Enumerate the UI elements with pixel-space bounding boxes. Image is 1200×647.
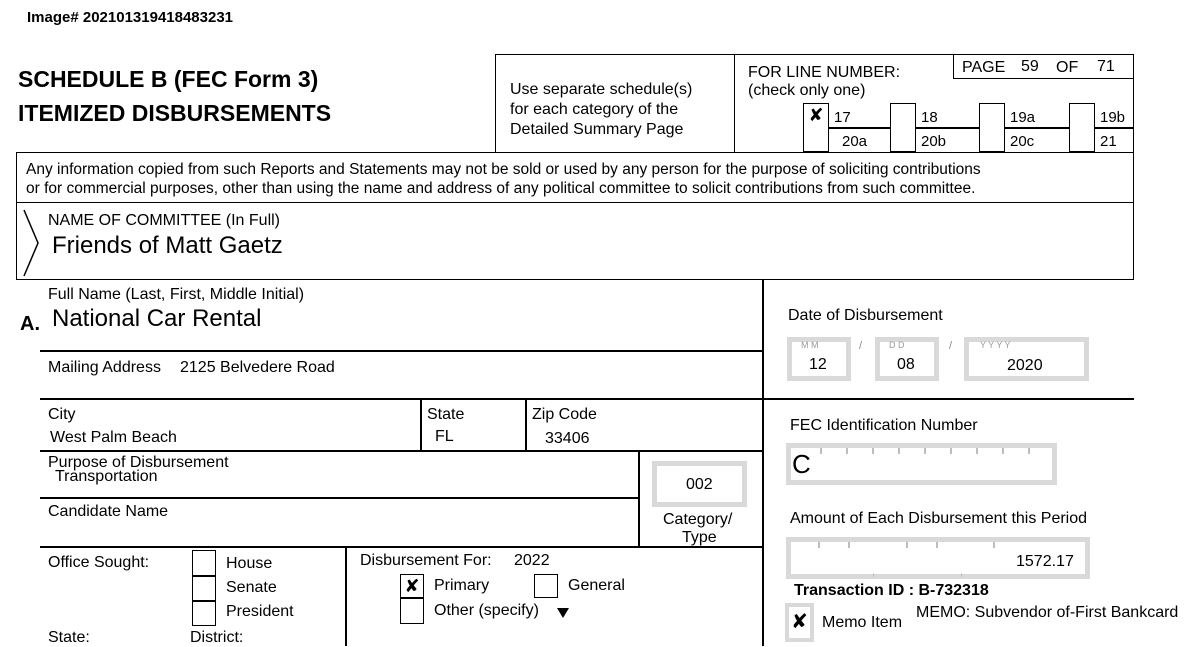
other-checkbox[interactable] bbox=[400, 597, 424, 624]
line-19a-label: 19a bbox=[1010, 109, 1036, 126]
full-name-value: National Car Rental bbox=[52, 305, 262, 332]
page-total: 71 bbox=[1097, 58, 1115, 75]
memo-checkbox[interactable] bbox=[785, 603, 814, 642]
entry-letter: A. bbox=[20, 313, 40, 335]
checkmark-icon: ✘ bbox=[808, 105, 824, 125]
notice-line-2: or for commercial purposes, other than using the name and address of any political committee to solicit contributions from such committee. bbox=[26, 180, 976, 197]
image-id: Image# 202101319418483231 bbox=[27, 9, 234, 26]
line-number-label: FOR LINE NUMBER: bbox=[748, 64, 901, 81]
date-label: Date of Disbursement bbox=[788, 307, 943, 324]
amount-value: 1572.17 bbox=[1016, 553, 1074, 570]
line-18-label: 18 bbox=[921, 109, 938, 126]
date-mm-hint: M M bbox=[801, 340, 819, 350]
state-label: State bbox=[427, 406, 465, 423]
date-yyyy-hint: Y Y Y Y bbox=[980, 340, 1011, 350]
primary-label: Primary bbox=[434, 577, 490, 594]
office-senate-label[interactable]: Senate bbox=[226, 579, 277, 596]
committee-name: Friends of Matt Gaetz bbox=[52, 232, 283, 259]
office-sought-label: Office Sought: bbox=[48, 554, 150, 571]
candidate-name-label: Candidate Name bbox=[48, 503, 169, 520]
page-label: PAGE bbox=[962, 59, 1006, 76]
disbursement-for-year: 2022 bbox=[514, 552, 550, 569]
category-label-1: Category/ bbox=[663, 511, 733, 528]
page-number: 59 bbox=[1021, 58, 1039, 75]
committee-label: NAME OF COMMITTEE (In Full) bbox=[48, 212, 280, 229]
notice-line-1: Any information copied from such Reports and Statements may not be sold or used by any person for the purpose of soliciting contributions bbox=[26, 161, 981, 178]
city-value: West Palm Beach bbox=[50, 429, 177, 446]
line-20c-label: 20c bbox=[1010, 133, 1035, 150]
instruction-line-3: Detailed Summary Page bbox=[510, 121, 684, 138]
purpose-label: Purpose of Disbursement bbox=[48, 454, 229, 471]
fec-id-label: FEC Identification Number bbox=[790, 417, 978, 434]
checkmark-icon: ✘ bbox=[791, 611, 808, 633]
general-checkbox[interactable] bbox=[534, 574, 558, 598]
schedule-subtitle: ITEMIZED DISBURSEMENTS bbox=[18, 100, 332, 126]
district-label: District: bbox=[190, 629, 244, 646]
other-specify-label: Other (specify) bbox=[434, 602, 539, 619]
line-20b-label: 20b bbox=[921, 133, 947, 150]
category-label-2: Type bbox=[682, 529, 717, 546]
purpose-value: Transportation bbox=[55, 468, 158, 485]
instruction-line-2: for each category of the bbox=[510, 101, 679, 118]
schedule-title: SCHEDULE B (FEC Form 3) bbox=[18, 66, 319, 92]
office-house-label[interactable]: House bbox=[226, 555, 273, 572]
committee-bracket-icon bbox=[22, 208, 44, 278]
memo-item-label: Memo Item bbox=[822, 614, 903, 631]
mailing-address-value: 2125 Belvedere Road bbox=[180, 359, 335, 376]
line-17-checkbox[interactable] bbox=[803, 103, 829, 152]
state-sought-label: State: bbox=[48, 629, 90, 646]
line-17-label: 17 bbox=[834, 109, 851, 126]
fec-id-box bbox=[786, 443, 1057, 485]
city-label: City bbox=[48, 406, 76, 423]
date-year: 2020 bbox=[1007, 357, 1043, 374]
general-label: General bbox=[568, 577, 625, 594]
date-dd-hint: D D bbox=[889, 340, 905, 350]
line-19a-checkbox[interactable] bbox=[979, 103, 1005, 152]
line-21-label: 21 bbox=[1100, 133, 1117, 150]
state-value: FL bbox=[435, 428, 454, 445]
line-18-checkbox[interactable] bbox=[890, 103, 916, 152]
primary-checkbox[interactable] bbox=[400, 574, 424, 598]
date-month: 12 bbox=[809, 356, 827, 373]
office-president-label[interactable]: President bbox=[226, 603, 294, 620]
fec-id-prefix: C bbox=[792, 449, 811, 479]
category-code: 002 bbox=[686, 476, 713, 493]
line-19b-checkbox[interactable] bbox=[1069, 103, 1095, 152]
line-19b-label: 19b bbox=[1100, 109, 1126, 126]
amount-label: Amount of Each Disbursement this Period bbox=[790, 510, 1088, 527]
full-name-label: Full Name (Last, First, Middle Initial) bbox=[48, 286, 305, 303]
dropdown-arrow-icon[interactable] bbox=[556, 607, 570, 619]
of-label: OF bbox=[1056, 59, 1079, 76]
checkmark-icon: ✘ bbox=[404, 576, 420, 596]
line-20a-label: 20a bbox=[842, 133, 868, 150]
transaction-id: Transaction ID : B-732318 bbox=[794, 582, 989, 599]
check-only-one: (check only one) bbox=[748, 82, 866, 99]
instruction-line-1: Use separate schedule(s) bbox=[510, 81, 693, 98]
office-checkboxes bbox=[192, 550, 216, 626]
zip-label: Zip Code bbox=[532, 406, 597, 423]
zip-value: 33406 bbox=[545, 430, 590, 447]
date-day: 08 bbox=[897, 356, 915, 373]
mailing-address-label: Mailing Address bbox=[48, 359, 161, 376]
memo-text: MEMO: Subvendor of-First Bankcard bbox=[916, 604, 1179, 621]
disbursement-for-label: Disbursement For: bbox=[360, 552, 492, 569]
